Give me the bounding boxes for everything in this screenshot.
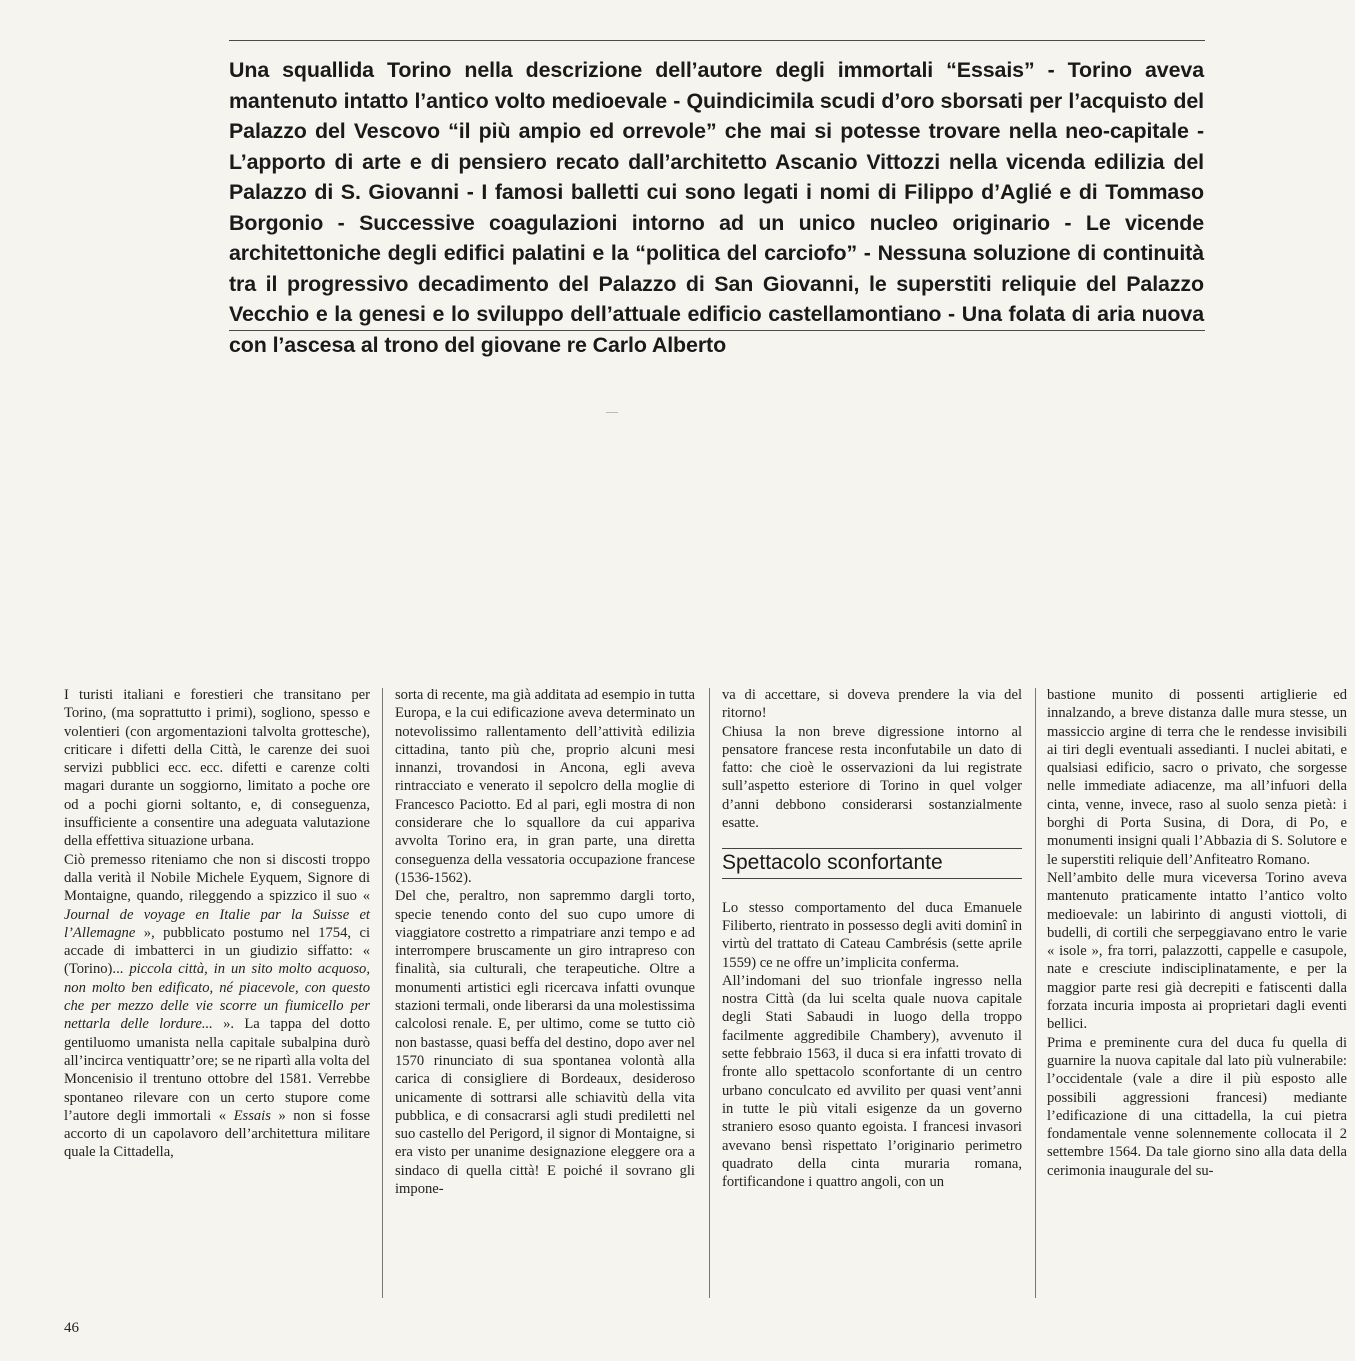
text-column-3 bbox=[722, 686, 1022, 1191]
book-title: Journal de voyage en Italie par la Suisse et l’Allemagne bbox=[64, 906, 370, 941]
text-run: » non si fosse accorto di un capolavoro dell’architettura militare quale la Cittadella, bbox=[64, 1107, 370, 1161]
paragraph: sorta di recente, ma già additata ad esempio in tutta Europa, e la cui edificazione aveva determinato un notevolissimo rallentamento dell’attività edilizia cittadina, tanto più che, proprio alcuni mesi innanzi, trovandosi in Ancona, egli aveva rintracciato e venerato il sepolcro della moglie di Francesco Paciotto. Ed al pari, egli mostra di non considerare che lo squallore da cui appariva avvolta Torino era, in gran parte, una diretta conseguenza della vessatoria occupazione francese (1536-1562). bbox=[395, 687, 695, 886]
column-separator bbox=[709, 688, 710, 1298]
column-separator bbox=[382, 688, 383, 1298]
paragraph: Prima e preminente cura del duca fu quella di guarnire la nuova capitale dal lato più vulnerabile: l’occidentale (vale a dire il più esposto alle possibili aggressioni francesi) mediante l’edificazione di una cittadella, la cui pietra fondamentale venne solennemente collocata il 2 settembre 1564. Da tale giorno sino alla data della cerimonia inaugurale del su- bbox=[1047, 1034, 1347, 1179]
paragraph bbox=[64, 851, 370, 1162]
decorative-mark bbox=[606, 412, 618, 413]
paragraph: Lo stesso comportamento del duca Emanuele Filiberto, rientrato in possesso degli aviti dominî in virtù del trattato di Cateau Cambrésis (sette aprile 1559) ce ne offre un’implicita conferma. bbox=[722, 899, 1022, 971]
paragraph: bastione munito di possenti artiglierie ed innalzando, a breve distanza dalle mura stesse, un massiccio argine di terra che le rendesse invisibili ai tiri degli eventuali assedianti. I nuclei abitati, e qualsiasi edificio, sacro o privato, che sorgesse nelle immediate adiacenze, ma all’infuori della cinta, venne, invece, raso al suolo senza pietà: i borghi di Porta Susina, di Dora, di Po, e monumenti insigni quali l’Abbazia di S. Solutore e le superstiti reliquie dell’Anfiteatro Romano. bbox=[1047, 687, 1347, 868]
section-heading: Spettacolo sconfortante bbox=[722, 848, 1022, 878]
quotation: piccola città, in un sito molto acquoso, non molto ben edificato, né piacevole, con questo che per mezzo delle vie scorre un fiumicello per nettarla delle lordure... bbox=[64, 961, 370, 1033]
text-column-4 bbox=[1047, 686, 1347, 1180]
paragraph: All’indomani del suo trionfale ingresso nella nostra Città (da lui scelta quale nuova capitale degli Stati Sabaudi in luogo della troppo facilmente aggredibile Chambery), avvenuto il sette febbraio 1563, il duca si era infatti trovato di fronte allo spettacolo sconfortante di un centro urbano conculcato ed avvilito per quasi vent’anni in tutte le più vitali esigenze da un governo straniero esoso quanto egoista. I francesi invasori avevano bensì rispettato l’originario perimetro quadrato della cinta muraria romana, fortificandone i quattro angoli, con un bbox=[722, 972, 1022, 1191]
summary-top-rule bbox=[229, 40, 1205, 41]
text-run: ». La tappa del dotto gentiluomo umanista nella capitale subalpina durò all’incirca ventiquattr’ore; se ne ripartì alla volta del Moncenisio il trentuno ottobre del 1581. Verrebbe spontaneo rilevare con un certo stupore come l’autore degli immortali « bbox=[64, 1016, 371, 1124]
paragraph: Chiusa la non breve digressione intorno al pensatore francese resta inconfutabile un dato di fatto: che cioè le osservazioni da lui registrate sull’aspetto esteriore di Torino in quel volger d’anni debbono considerarsi sostanzialmente esatte. bbox=[722, 723, 1022, 832]
text-run: », pubblicato postumo nel 1754, ci accade di imbatterci in un giudizio siffatto: « (Torino)... bbox=[64, 924, 370, 978]
text-run: Ciò premesso riteniamo che non si discosti troppo dalla verità il Nobile Michele Eyquem, Signore di Montaigne, quando, rileggendo a spizzico il suo « bbox=[64, 851, 370, 905]
paragraph: Del che, peraltro, non sapremmo dargli torto, specie tenendo conto del suo cupo umore di viaggiatore costretto a rimpatriare anzi tempo e ad interrompere bruscamente un giro intrapreso con finalità, sia culturali, che terapeutiche. Oltre a monumenti artistici egli ricercava infatti ovunque stazioni termali, onde liberarsi da una molestissima calcolosi renale. E, per ultimo, come se tutto ciò non bastasse, quasi beffa del destino, dopo aver nel 1570 rinunciato di sua spontanea volontà alla carica di consigliere di Bordeaux, desideroso unicamente di sottrarsi alle schiavitù della vita pubblica, e di consacrarsi agli studi prediletti nel suo castello del Perigord, il signor di Montaigne, si era visto per unanime designazione eleggere ora a sindaco di quella città! E poiché il sovrano gli impone- bbox=[395, 888, 695, 1198]
book-title: Essais bbox=[233, 1107, 271, 1124]
page-number: 46 bbox=[64, 1320, 79, 1336]
chapter-summary: Una squallida Torino nella descrizione dell’autore degli immortali “Essais” - Torino aveva mantenuto intatto l’antico volto medioevale - Quindicimila scudi d’oro sborsati per l’acquisto del Palazzo del Vescovo “il più ampio ed orrevole” che mai si potesse trovare nella neo-capitale - L’apporto di arte e di pensiero recato dall’architetto Ascanio Vittozzi nella vicenda edilizia del Palazzo di S. Giovanni - I famosi balletti cui sono legati i nomi di Filippo d’Aglié e di Tommaso Borgonio - Successive coagulazioni intorno ad un unico nucleo originario - Le vicende architettoniche degli edifici palatini e la “politica del carciofo” - Nessuna soluzione di continuità tra il progressivo decadimento del Palazzo di San Giovanni, le superstiti reliquie del Palazzo Vecchio e la genesi e lo sviluppo dell’attuale edificio castellamontiano - Una folata di aria nuova con l’ascesa al trono del giovane re Carlo Alberto bbox=[229, 58, 1204, 357]
paragraph: va di accettare, si doveva prendere la via del ritorno! bbox=[722, 687, 1022, 722]
paragraph: I turisti italiani e forestieri che transitano per Torino, (ma soprattutto i primi), sogliono, spesso e volentieri (con argomentazioni talvolta grottesche), criticare i difetti della Città, le carenze dei suoi servizi pubblici ecc. ecc. difetti e carenze colti magari durante un soggiorno, limitato a poche ore od a pochi giorni soltanto, e, di conseguenza, insufficiente a consentire una adeguata valutazione della effettiva situazione urbana. bbox=[64, 687, 370, 850]
summary-bottom-rule bbox=[229, 330, 1205, 331]
text-column-2 bbox=[395, 686, 695, 1198]
paragraph: Nell’ambito delle mura viceversa Torino aveva mantenuto praticamente intatto l’antico volto medioevale: un labirinto di angusti viottoli, di budelli, di cortili che serpeggiavano entro le varie « isole », fra torri, palazzotti, cappelle e casupole, nate e cresciute indisciplinatamente, e per la maggior parte resi già decrepiti e fatiscenti dalla forzata incuria imposta ai proprietari dagli eventi bellici. bbox=[1047, 869, 1347, 1033]
text-column-1 bbox=[64, 686, 370, 1162]
column-separator bbox=[1035, 688, 1036, 1298]
